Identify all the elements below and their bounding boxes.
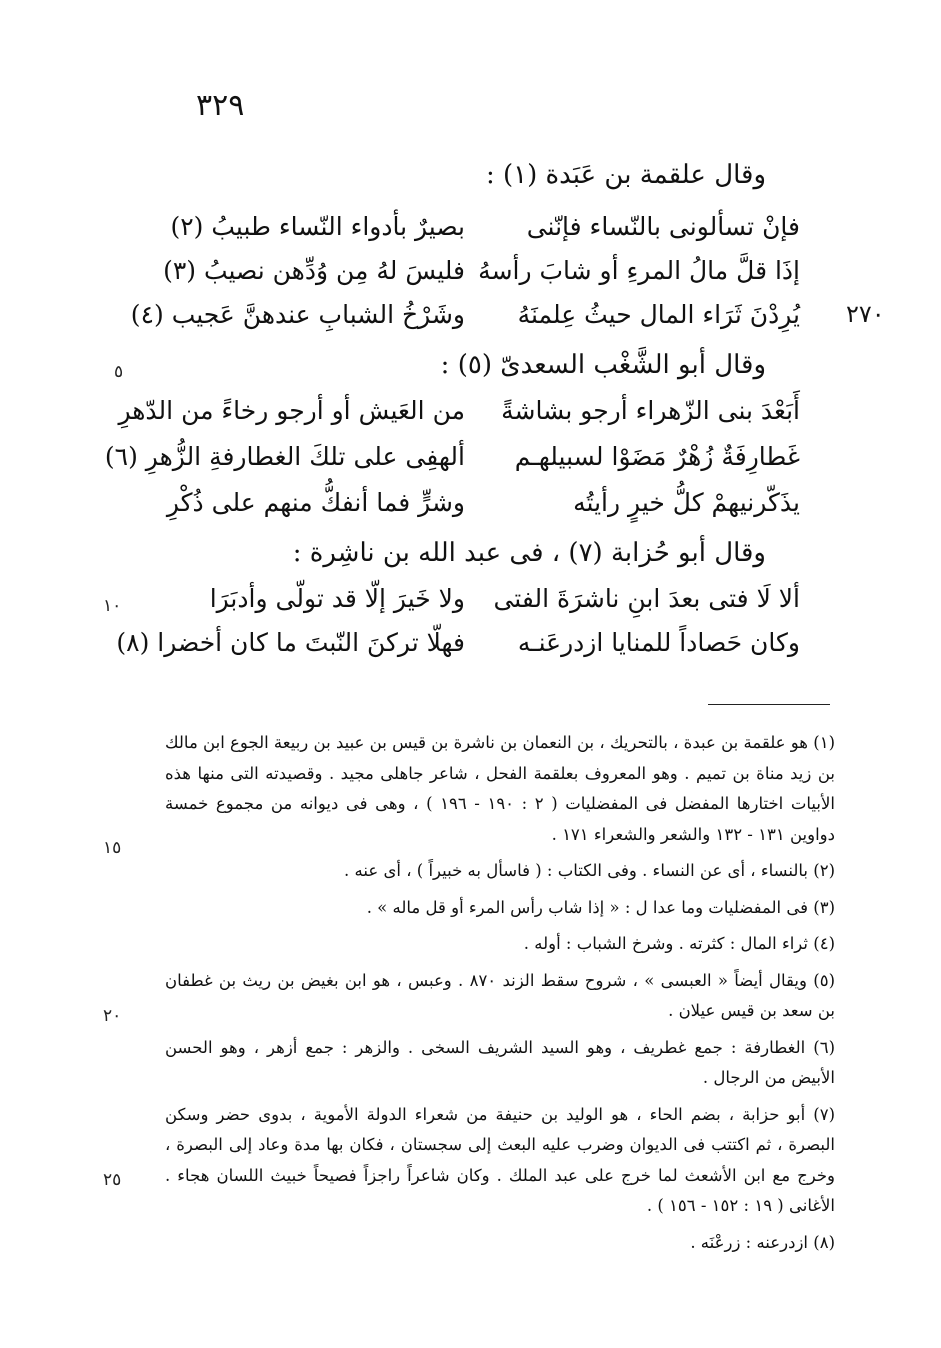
margin-line-number: ٢٠ <box>103 1006 122 1026</box>
footnote-divider <box>708 704 830 705</box>
verse-line <box>163 256 800 304</box>
section3-intro: وقال أبو حُزابة (٧) ، فى عبد الله بن ناشِرة : <box>292 538 766 568</box>
verse-second-hemistich: بصيرٌ بأدواء النّساء طبيبُ (٢) <box>170 212 465 241</box>
verse-first-hemistich: ألا لَا فتى بعدَ ابنِ ناشرَةَ الفتى <box>493 584 800 613</box>
footnote: (٥) ويقال أيضاً « العبسى » ، شروح سقط الزند ٨٧٠ . وعبس ، هو ابن بغيض بن ريث بن غطفان بن سعد بن قيس عيلان . <box>165 970 835 1020</box>
verse-line <box>104 442 800 490</box>
footnote: (٦) الغطارفة : جمع غطريف ، وهو السيد الشريف السخى . والزهر : جمع أزهر ، وهو الحسن الأبيض من الرجال . <box>165 1037 835 1087</box>
verse-first-hemistich: فإنْ تسألونى بالنّساء فإنّنى <box>526 212 800 241</box>
verse-first-hemistich: إذَا قلَّ مالُ المرءِ أو شابَ رأسهُ <box>478 256 800 285</box>
margin-line-number: ٢٥ <box>103 1170 122 1190</box>
section1-intro: وقال علقمة بن عَبَدة (١) : <box>485 160 766 190</box>
footnote: (٣) فى المفضليات وما عدا ل : « إذا شاب رأس المرء أو قل ماله » . <box>366 897 835 917</box>
footnotes <box>165 728 835 1264</box>
verse-second-hemistich: وشرٍّ فما أنفكُّ منهم على ذُكْرِ <box>166 488 465 517</box>
verse-line <box>166 488 800 536</box>
verse-first-hemistich: أَبَعْدَ بنى الزّهراء أرجو بشاشةً <box>501 396 800 425</box>
verse-second-hemistich: من العَيش أو أرجو رخاءً من الدّهرِ <box>118 396 465 425</box>
footnote: (٢) بالنساء ، أى عن النساء . وفى الكتاب : ( فاسأل به خبيراً ) ، أى عنه . <box>344 861 835 880</box>
verse-second-hemistich: ولا خَيرَ إلّا قد تولّى وأدبَرَا <box>209 584 465 613</box>
footnote: (٤) ثراء المال : كثرته . وشرخ الشباب : أوله . <box>523 934 835 953</box>
page-number: ٣٢٩ <box>196 88 245 123</box>
verse-first-hemistich: يُرِدْنَ ثَرَاء المال حيثُ عِلمنَهُ <box>517 300 800 329</box>
section2-intro: وقال أبو الشَّغْب السعدىّ (٥) : <box>440 350 766 380</box>
verse-line <box>118 396 800 444</box>
verse-line <box>170 212 800 260</box>
margin-line-number: ٥ <box>114 362 124 382</box>
verse-line <box>130 300 800 348</box>
poem-number: ٢٧٠ <box>846 300 885 328</box>
verse-line <box>180 584 800 632</box>
margin-line-number: ١٠ <box>103 596 122 616</box>
verse-line <box>116 628 800 676</box>
verse-second-hemistich: ألهفِى على تلكَ الغطارفةِ الزُّهرِ (٦) <box>104 442 465 471</box>
footnote: (٨) ازدرعنه : زرعْنَه . <box>690 1232 835 1252</box>
footnote: (٧) أبو حزابة ، بضم الحاء ، هو الوليد بن حنيفة من شعراء الدولة الأموية ، بدوى حضر وسكن البصرة ، ثم اكتتب فى الديوان وضرب عليه البعث إلى سجستان ، فكان بها مدة وعاد إلى البصرة ، وخرج مع ابن الأشعث لما خرج على عبد الملك . وكان شاعراً راجزاً فصيحاً خبيث اللسان هجاء . الأغانى ( ١٩ : ١٥٢ - ١٥٦ ) . <box>165 1104 835 1215</box>
footnote: (١) هو علقمة بن عبدة ، بالتحريك ، بن النعمان بن ناشرة بن قيس بن عبيد بن ربيعة الجوع ابن مالك بن زيد مناة بن تميم . وهو المعروف بعلقمة الفحل ، شاعر جاهلى مجيد . وقصيدته التى منها هذه الأبيات اختارها المفضل فى المفضليات ( ٢ : ١٩٠ - ١٩٦ ) ، وهى فى ديوانه من مجموع خمسة دواوين ١٣١ - ١٣٢ والشعر والشعراء ١٧١ . <box>165 733 835 844</box>
verse-first-hemistich: يذَكّرنيهمْ كلُّ خيرٍ رأيتُه <box>573 488 800 517</box>
verse-second-hemistich: فهلّا تركنَ النّبتَ ما كان أخضرا (٨) <box>116 628 465 657</box>
verse-second-hemistich: وشَرْخُ الشبابِ عندهنَّ عَجيب (٤) <box>130 300 465 329</box>
verse-second-hemistich: فليسَ لهُ مِن وُدِّهن نصيبُ (٣) <box>163 256 465 285</box>
verse-first-hemistich: وكان حَصاداً للمنايا ازدرعَنـه <box>517 628 800 657</box>
verse-first-hemistich: غَطارِفَةٌ زُهْرٌ مَضَوْا لسبيلهـم <box>514 442 800 471</box>
margin-line-number: ١٥ <box>103 838 122 858</box>
